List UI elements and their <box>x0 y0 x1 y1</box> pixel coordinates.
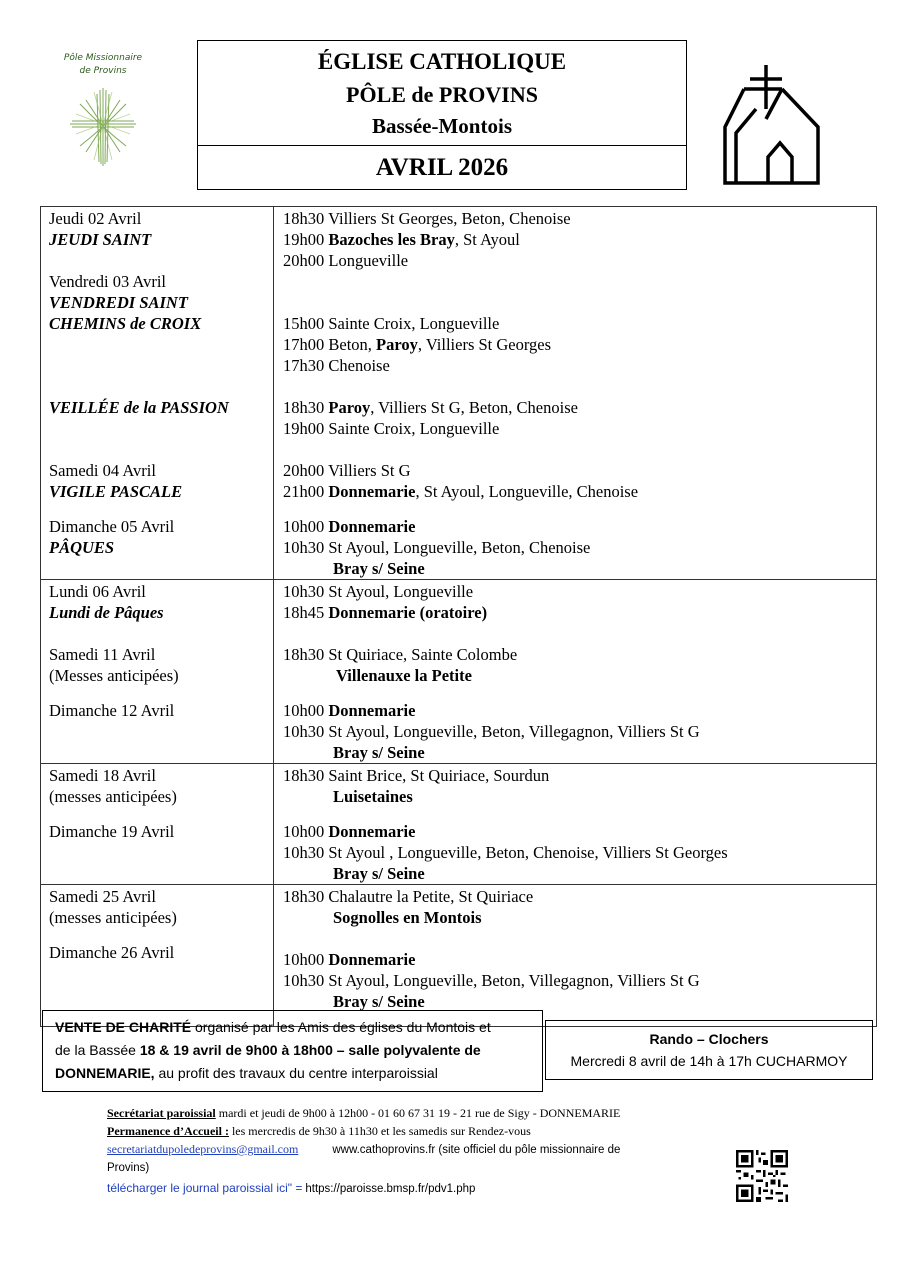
mass-time: 10h30 St Ayoul, Longueville <box>283 582 474 601</box>
mass-location: Bray s/ Seine <box>333 743 425 762</box>
date-cell <box>41 764 274 885</box>
month-title: AVRIL 2026 <box>375 154 509 181</box>
date-cell <box>41 885 274 1027</box>
mass-time: 20h00 Villiers St G <box>283 461 411 480</box>
contact-line <box>107 1140 727 1159</box>
schedule-cell <box>274 580 877 764</box>
mass-time: 10h30 St Ayoul, Longueville, Beton, Villegagnon, Villiers St G <box>283 971 700 990</box>
date-label: Dimanche 12 Avril <box>49 701 175 720</box>
date-label: Jeudi 02 Avril <box>49 209 142 228</box>
header-line1: ÉGLISE CATHOLIQUE <box>317 49 567 74</box>
feast-label: VIGILE PASCALE <box>49 482 183 501</box>
mass-time: 10h30 St Ayoul, Longueville, Beton, Chenoise <box>283 538 591 557</box>
mass-location: Bray s/ Seine <box>333 992 425 1011</box>
mass-time: 10h00 Donnemarie <box>283 950 416 969</box>
mass-time: 10h30 St Ayoul, Longueville, Beton, Villegagnon, Villiers St G <box>283 722 700 741</box>
email-link[interactable]: secretariatdupoledeprovins@gmail.com <box>107 1142 299 1156</box>
mass-time: 19h00 Sainte Croix, Longueville <box>283 419 500 438</box>
date-note: (messes anticipées) <box>49 787 177 806</box>
header-line2: PÔLE de PROVINS <box>346 82 538 107</box>
header-line3: Bassée-Montois <box>372 114 512 138</box>
mass-time: 18h30 Chalautre la Petite, St Quiriace <box>283 887 534 906</box>
date-cell <box>41 207 274 580</box>
date-label: Dimanche 19 Avril <box>49 822 175 841</box>
feast-label: CHEMINS de CROIX <box>49 314 202 333</box>
date-note: (messes anticipées) <box>49 908 177 927</box>
date-label: Vendredi 03 Avril <box>49 272 167 291</box>
table-row <box>41 580 877 764</box>
mass-location: Bray s/ Seine <box>333 864 425 883</box>
mass-time: 10h00 Donnemarie <box>283 701 416 720</box>
schedule-cell <box>274 764 877 885</box>
table-row <box>41 207 877 580</box>
date-label: Dimanche 26 Avril <box>49 943 175 962</box>
mass-location: Luisetaines <box>333 787 413 806</box>
qr-code-icon <box>736 1150 788 1202</box>
mass-location: Sognolles en Montois <box>333 908 482 927</box>
mass-location: Villenauxe la Petite <box>336 666 472 685</box>
header-box <box>197 40 687 190</box>
rando-title: Rando – Clochers <box>649 1031 769 1047</box>
mass-time: 10h00 Donnemarie <box>283 822 416 841</box>
charity-sale-box: VENTE DE CHARITÉ organisé par les Amis des églises du Montois et de la Bassée 18 & 19 avril de 9h00 à 18h00 – salle polyvalente de DONNEMARIE, au profit des travaux du centre interparoissial <box>42 1010 543 1092</box>
feast-label: VEILLÉE de la PASSION <box>49 398 229 417</box>
mass-time: 17h30 Chenoise <box>283 356 390 375</box>
logo-line2: de Provins <box>79 66 127 76</box>
mass-time: 18h30 St Quiriace, Sainte Colombe <box>283 645 518 664</box>
date-label: Samedi 25 Avril <box>49 887 156 906</box>
mass-time: 15h00 Sainte Croix, Longueville <box>283 314 500 333</box>
feast-label: JEUDI SAINT <box>49 230 152 249</box>
feast-label: VENDREDI SAINT <box>49 293 188 312</box>
mass-time: 19h00 Bazoches les Bray, St Ayoul <box>283 230 520 249</box>
date-label: Dimanche 05 Avril <box>49 517 175 536</box>
website-text: www.cathoprovins.fr (site officiel du pôle missionnaire de <box>332 1144 621 1156</box>
journal-line <box>107 1179 727 1198</box>
website-text-cont: Provins) <box>107 1162 150 1174</box>
date-cell <box>41 580 274 764</box>
rando-clochers-box <box>545 1020 873 1080</box>
journal-url[interactable]: https://paroisse.bmsp.fr/pdv1.php <box>305 1183 476 1195</box>
mass-time: 18h30 Villiers St Georges, Beton, Chenoise <box>283 209 571 228</box>
mass-time: 18h45 Donnemarie (oratoire) <box>283 603 488 622</box>
rando-details: Mercredi 8 avril de 14h à 17h CUCHARMOY <box>570 1053 848 1069</box>
mass-time: 18h30 Saint Brice, St Quiriace, Sourdun <box>283 766 550 785</box>
mass-schedule-table <box>40 206 877 1027</box>
date-label: Samedi 18 Avril <box>49 766 156 785</box>
feast-label: Lundi de Pâques <box>49 603 164 622</box>
mass-time: 20h00 Longueville <box>283 251 409 270</box>
mass-time: 18h30 Paroy, Villiers St G, Beton, Chenoise <box>283 398 578 417</box>
table-row <box>41 885 877 1027</box>
date-label: Lundi 06 Avril <box>49 582 146 601</box>
schedule-cell <box>274 885 877 1027</box>
logo-line1: Pôle Missionnaire <box>63 53 143 63</box>
permanence-line: Permanence d’Accueil : les mercredis de 9h30 à 11h30 et les samedis sur Rendez-vous <box>107 1124 531 1138</box>
secretariat-line: Secrétariat paroissial mardi et jeudi de 9h00 à 12h00 - 01 60 67 31 19 - 21 rue de Sigy - DONNEMARIE <box>107 1106 621 1120</box>
schedule-cell <box>274 207 877 580</box>
footer <box>107 1104 727 1198</box>
mass-time: 10h00 Donnemarie <box>283 517 416 536</box>
date-label: Samedi 04 Avril <box>49 461 156 480</box>
mass-time: 17h00 Beton, Paroy, Villiers St Georges <box>283 335 552 354</box>
date-label: Samedi 11 Avril <box>49 645 156 664</box>
date-note: (Messes anticipées) <box>49 666 179 685</box>
table-row <box>41 764 877 885</box>
charity-sale-title: VENTE DE CHARITÉ <box>55 1019 192 1035</box>
journal-download-link[interactable]: télécharger le journal paroissial ici" = <box>107 1181 303 1195</box>
mass-time: 21h00 Donnemarie, St Ayoul, Longueville, Chenoise <box>283 482 639 501</box>
mass-time: 10h30 St Ayoul , Longueville, Beton, Chenoise, Villiers St Georges <box>283 843 728 862</box>
pole-missionnaire-logo <box>60 48 146 168</box>
church-icon <box>722 63 820 185</box>
mass-location: Bray s/ Seine <box>333 559 425 578</box>
feast-label: PÂQUES <box>49 538 115 557</box>
header-divider <box>198 145 686 146</box>
